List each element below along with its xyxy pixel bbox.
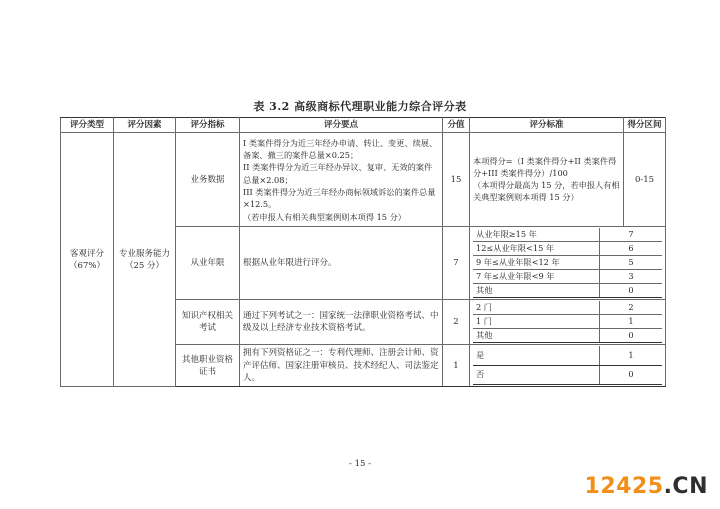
points-exam: 通过下列考试之一：国家统一法律职业资格考试、中级及以上经济专业技术资格考试。 xyxy=(240,300,443,345)
score-label: 其他 xyxy=(473,329,600,343)
header-factor: 评分因素 xyxy=(114,118,176,133)
max-exam: 2 xyxy=(443,300,470,345)
category-percent: （67%） xyxy=(69,260,105,271)
score-value: 5 xyxy=(600,256,663,270)
list-item xyxy=(473,329,662,343)
standard-line: （本项得分最高为 15 分，若申报人有相关典型案例则本项得 15 分） xyxy=(473,179,620,202)
score-value: 7 xyxy=(600,228,663,242)
header-points: 评分要点 xyxy=(240,118,443,133)
score-value: 1 xyxy=(600,346,663,365)
years-score-list xyxy=(473,228,662,298)
category-cell xyxy=(61,133,114,387)
max-certificate: 1 xyxy=(443,345,470,387)
table-title: 表 3.2 高级商标代理职业能力综合评分表 xyxy=(253,100,467,113)
indicator-certificate: 其他职业资格证书 xyxy=(176,345,240,387)
indicator-business-data: 业务数据 xyxy=(176,133,240,227)
score-label: 否 xyxy=(473,365,600,385)
score-value: 0 xyxy=(600,329,663,343)
header-range: 得分区间 xyxy=(624,118,666,133)
score-label: 12≤从业年限<15 年 xyxy=(473,242,600,256)
range-business-data: 0-15 xyxy=(624,133,666,227)
exam-score-list xyxy=(473,301,662,343)
site-watermark xyxy=(585,474,708,499)
list-item xyxy=(473,228,662,242)
certificate-score-list xyxy=(473,346,662,385)
header-standard: 评分标准 xyxy=(470,118,624,133)
list-item xyxy=(473,315,662,329)
factor-cell xyxy=(114,133,176,387)
standard-business-data xyxy=(470,133,624,227)
score-value: 0 xyxy=(600,284,663,298)
points-line: （若申报人有相关典型案例则本项得 15 分） xyxy=(243,211,406,222)
header-max: 分值 xyxy=(443,118,470,133)
category-name: 客观评分 xyxy=(69,248,104,259)
row-business-data xyxy=(61,133,666,227)
watermark-number: 12425 xyxy=(584,474,664,499)
score-label: 9 年≤从业年限<12 年 xyxy=(473,256,600,270)
header-category: 评分类型 xyxy=(61,118,114,133)
list-item xyxy=(473,242,662,256)
points-line: II 类案件得分为近三年经办异议、复审、无效的案件总量×2.08； xyxy=(243,162,433,185)
indicator-exam: 知识产权相关考试 xyxy=(176,300,240,345)
score-label: 是 xyxy=(473,346,600,365)
score-value: 6 xyxy=(600,242,663,256)
standard-years xyxy=(470,227,666,300)
list-item xyxy=(473,256,662,270)
watermark-domain: .CN xyxy=(663,474,708,499)
score-value: 0 xyxy=(600,365,663,385)
standard-exam xyxy=(470,300,666,345)
list-item xyxy=(473,284,662,298)
score-label: 2 门 xyxy=(473,301,600,315)
score-label: 1 门 xyxy=(473,315,600,329)
header-indicator: 评分指标 xyxy=(176,118,240,133)
points-business-data xyxy=(240,133,443,227)
list-item xyxy=(473,346,662,365)
header-row xyxy=(61,118,666,133)
points-line: I 类案件得分为近三年经办申请、转让、变更、续展、备案、撤三的案件总量×0.25； xyxy=(243,137,438,161)
score-label: 其他 xyxy=(473,284,600,298)
points-certificate: 拥有下列资格证之一：专利代理师、注册会计师、资产评估师、国家注册审核员、技术经纪人、司法鉴定人。 xyxy=(240,345,443,387)
factor-points: （25 分） xyxy=(124,260,165,271)
standard-line: 本项得分=（I 类案件得分+II 类案件得分+III 类案件得分）/100 xyxy=(473,156,617,178)
score-label: 从业年限≥15 年 xyxy=(473,228,600,242)
max-business-data: 15 xyxy=(443,133,470,227)
list-item xyxy=(473,270,662,284)
score-value: 3 xyxy=(600,270,663,284)
points-years: 根据从业年限进行评分。 xyxy=(240,227,443,300)
score-value: 2 xyxy=(600,301,663,315)
points-line: III 类案件得分为近三年经办商标领域诉讼的案件总量×12.5。 xyxy=(243,186,436,210)
scoring-table xyxy=(60,117,666,387)
max-years: 7 xyxy=(443,227,470,300)
page-number: - 15 - xyxy=(349,459,371,469)
standard-certificate xyxy=(470,345,666,387)
list-item xyxy=(473,301,662,315)
indicator-years: 从业年限 xyxy=(176,227,240,300)
score-label: 7 年≤从业年限<9 年 xyxy=(473,270,600,284)
score-value: 1 xyxy=(600,315,663,329)
list-item xyxy=(473,365,662,385)
factor-name: 专业服务能力 xyxy=(118,248,170,259)
